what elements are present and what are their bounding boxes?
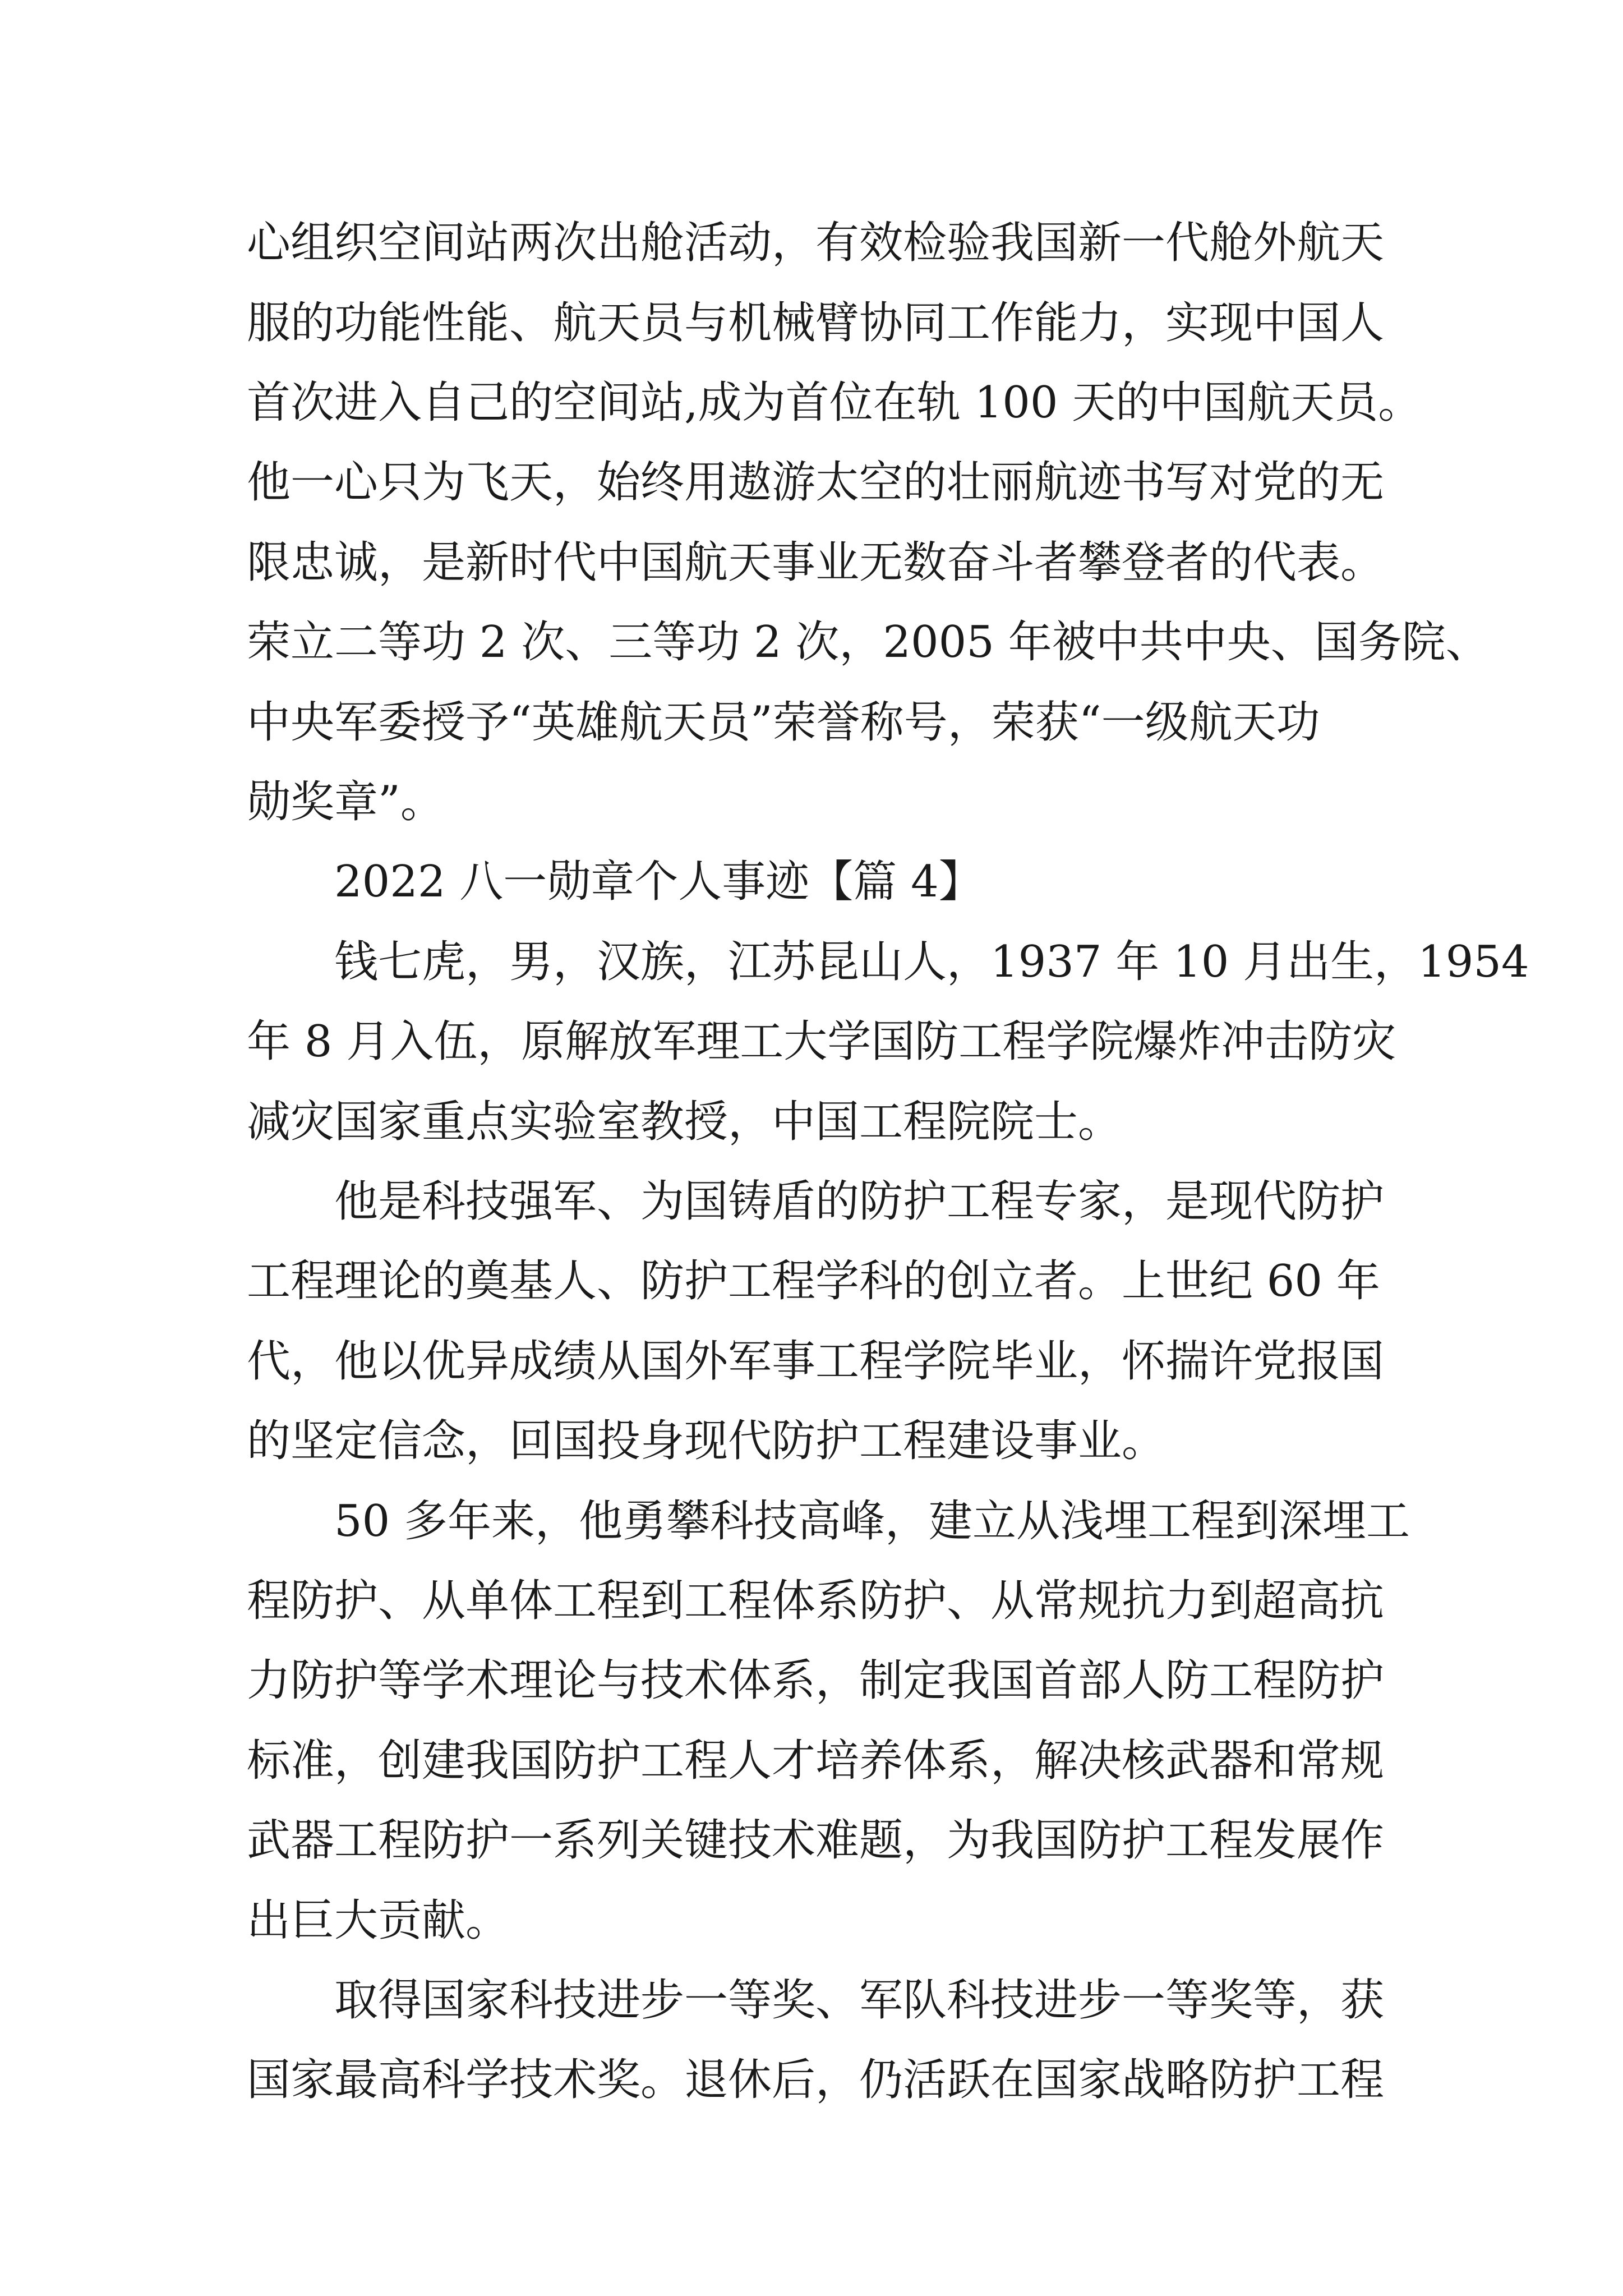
text-line: 程防护、从单体工程到工程体系防护、从常规抗力到超高抗 — [247, 1576, 1385, 1626]
section-heading: 2022 八一勋章个人事迹【篇 4】 — [334, 857, 983, 907]
text-line: 钱七虎，男，汉族，江苏昆山人，1937 年 10 月出生，1954 — [334, 937, 1529, 987]
text-line: 减灾国家重点实验室教授，中国工程院院士。 — [247, 1097, 1122, 1147]
text-line: 力防护等学术理论与技术体系，制定我国首部人防工程防护 — [247, 1655, 1385, 1706]
text-line: 年 8 月入伍，原解放军理工大学国防工程学院爆炸冲击防灾 — [247, 1016, 1396, 1067]
text-line: 勋奖章”。 — [247, 777, 444, 827]
text-line: 他是科技强军、为国铸盾的防护工程专家，是现代防护 — [334, 1176, 1385, 1227]
text-line: 中央军委授予“英雄航天员”荣誉称号，荣获“一级航天功 — [247, 697, 1320, 748]
text-line: 心组织空间站两次出舱活动，有效检验我国新一代舱外航天 — [247, 218, 1385, 268]
text-line: 荣立二等功 2 次、三等功 2 次，2005 年被中共中央、国务院、 — [247, 617, 1490, 668]
text-line: 他一心只为飞天，始终用遨游太空的壮丽航迹书写对党的无 — [247, 457, 1385, 508]
text-line: 的坚定信念，回国投身现代防护工程建设事业。 — [247, 1416, 1166, 1466]
text-line: 取得国家科技进步一等奖、军队科技进步一等奖等，获 — [334, 1975, 1385, 2026]
text-line: 50 多年来，他勇攀科技高峰，建立从浅埋工程到深埋工 — [334, 1496, 1410, 1547]
text-line: 服的功能性能、航天员与机械臂协同工作能力，实现中国人 — [247, 298, 1385, 348]
text-line: 限忠诚，是新时代中国航天事业无数奋斗者攀登者的代表。 — [247, 537, 1385, 588]
text-line: 出巨大贡献。 — [247, 1895, 510, 1946]
text-line: 代，他以优异成绩从国外军事工程学院毕业，怀揣许党报国 — [247, 1336, 1385, 1387]
text-line: 武器工程防护一系列关键技术难题，为我国防护工程发展作 — [247, 1815, 1385, 1866]
text-line: 工程理论的奠基人、防护工程学科的创立者。上世纪 60 年 — [247, 1256, 1380, 1306]
text-line: 国家最高科学技术奖。退休后，仍活跃在国家战略防护工程 — [247, 2055, 1385, 2105]
text-line: 首次进入自己的空间站,成为首位在轨 100 天的中国航天员。 — [247, 378, 1422, 428]
text-line: 标准，创建我国防护工程人才培养体系，解决核武器和常规 — [247, 1736, 1385, 1786]
